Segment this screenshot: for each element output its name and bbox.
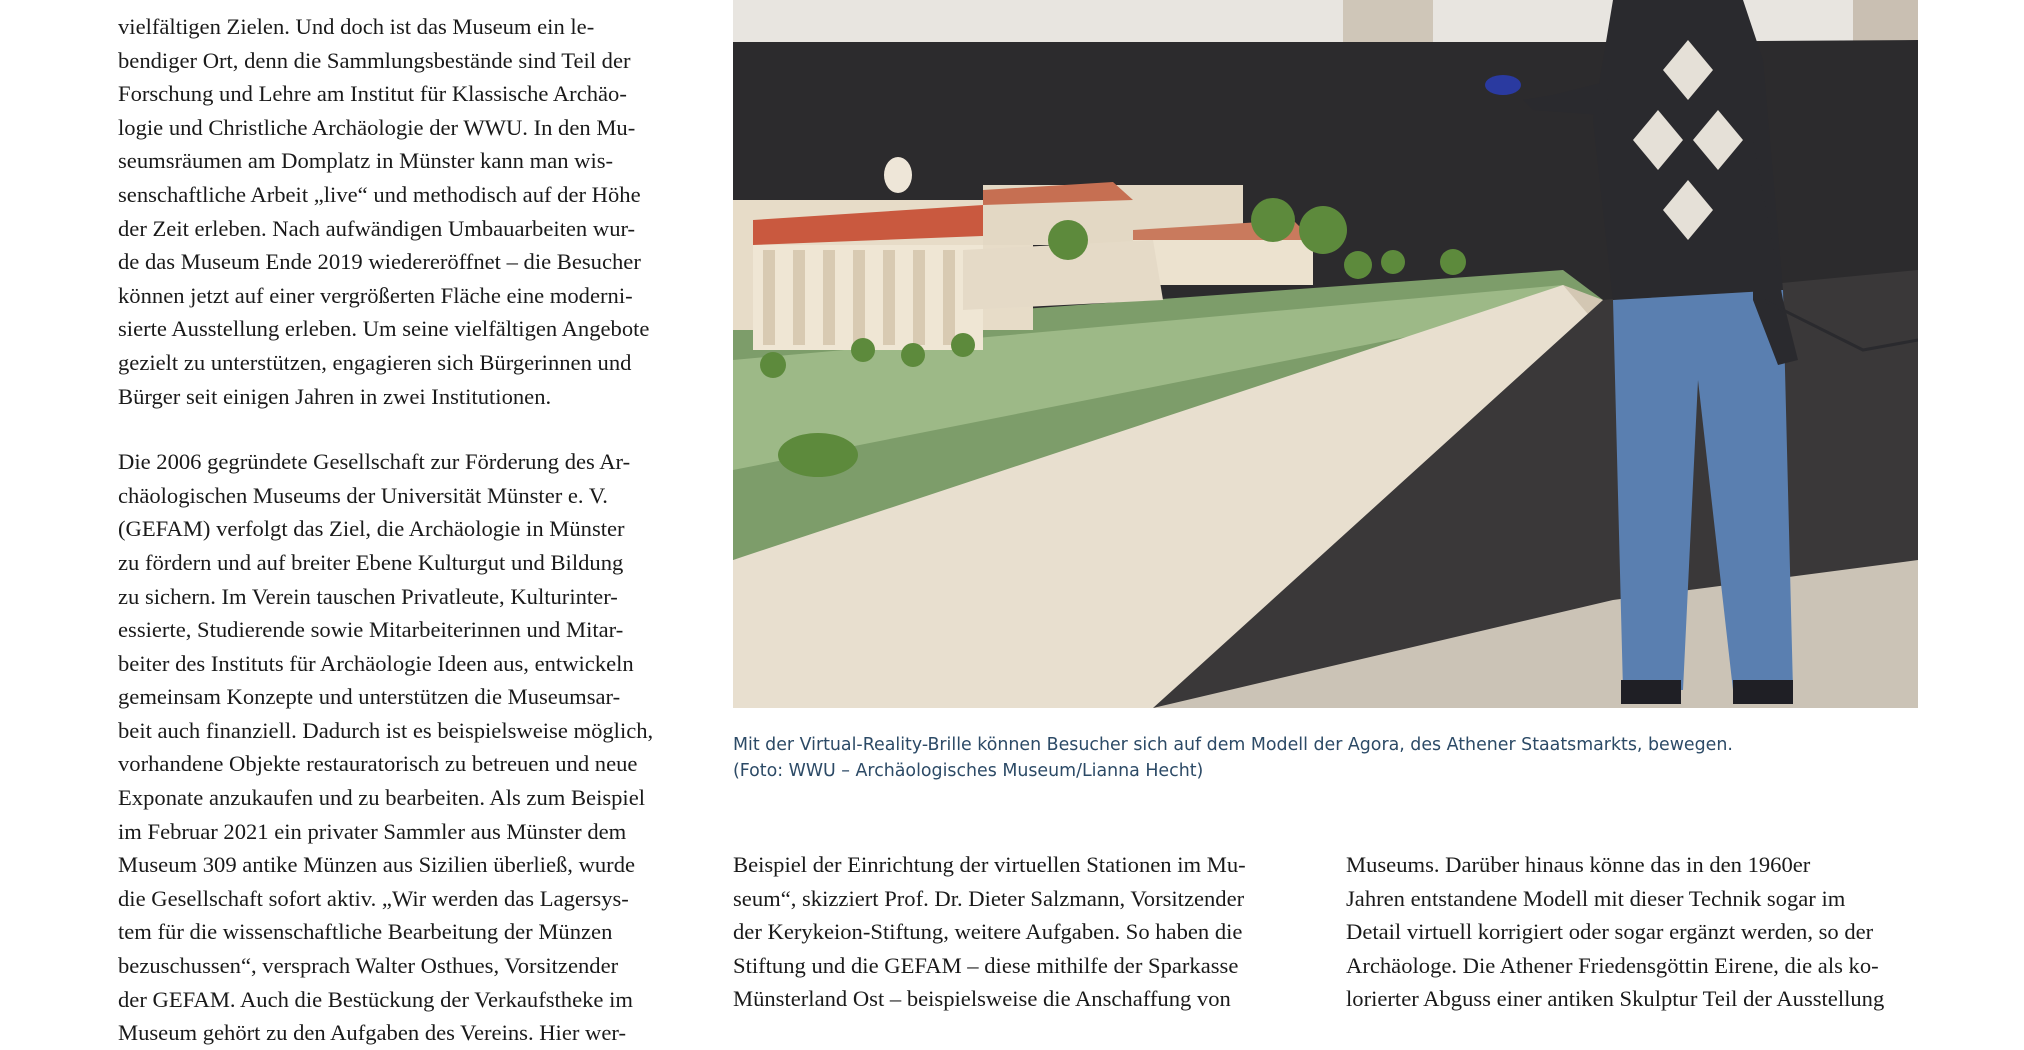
text-line: essierte, Studierende sowie Mitarbeiterinnen und Mitar- xyxy=(118,617,624,643)
text-line: können jetzt auf einer vergrößerten Fläche eine moderni- xyxy=(118,282,633,308)
text-line: lorierter Abguss einer antiken Skulptur Teil der Ausstellung xyxy=(1346,986,1885,1012)
text-line: Detail virtuell korrigiert oder sogar ergänzt werden, so der xyxy=(1346,919,1874,945)
text-line: gemeinsam Konzepte und unterstützen die Museumsar- xyxy=(118,684,621,710)
paragraph-2 xyxy=(118,445,689,1050)
museum-photo xyxy=(733,0,1918,708)
text-line: seum“, skizziert Prof. Dr. Dieter Salzmann, Vorsitzender xyxy=(733,885,1245,911)
right-text-column xyxy=(1346,848,1918,1016)
text-line: die Gesellschaft sofort aktiv. „Wir werden das Lagersys- xyxy=(118,885,629,911)
text-line: beiter des Instituts für Archäologie Ideen aus, entwickeln xyxy=(118,650,634,676)
paragraph-1 xyxy=(118,10,689,413)
text-line: sierte Ausstellung erleben. Um seine vielfältigen Angebote xyxy=(118,316,650,342)
text-line: Beispiel der Einrichtung der virtuellen Stationen im Mu- xyxy=(733,852,1246,877)
text-line: tem für die wissenschaftliche Bearbeitung der Münzen xyxy=(118,919,613,945)
text-line: bezuschussen“, versprach Walter Osthues, Vorsitzender xyxy=(118,953,619,979)
caption-line: Mit der Virtual-Reality-Brille können Besucher sich auf dem Modell der Agora, des Athener Staatsmarkts, bewegen. xyxy=(733,735,1733,755)
text-line: Museums. Darüber hinaus könne das in den 1960er xyxy=(1346,852,1811,877)
photo-caption xyxy=(733,733,1918,784)
text-line: der Kerykeion-Stiftung, weitere Aufgaben. So haben die xyxy=(733,919,1243,945)
text-line: Museum gehört zu den Aufgaben des Vereins. Hier wer- xyxy=(118,1020,626,1046)
text-line: Exponate anzukaufen und zu bearbeiten. Als zum Beispiel xyxy=(118,785,646,811)
middle-text-column xyxy=(733,848,1305,1016)
paragraph-gap xyxy=(118,413,689,445)
text-line: chäologischen Museums der Universität Münster e. V. xyxy=(118,482,608,508)
caption-credit: (Foto: WWU – Archäologisches Museum/Lianna Hecht) xyxy=(733,760,1204,781)
text-line: zu sichern. Im Verein tauschen Privatleute, Kulturinter- xyxy=(118,583,618,609)
text-line: im Februar 2021 ein privater Sammler aus Münster dem xyxy=(118,818,627,844)
text-line: Die 2006 gegründete Gesellschaft zur Förderung des Ar- xyxy=(118,449,631,475)
text-line: de das Museum Ende 2019 wiedereröffnet – die Besucher xyxy=(118,249,641,275)
text-line: Münsterland Ost – beispielsweise die Anschaffung von xyxy=(733,986,1231,1012)
text-line: Museum 309 antike Münzen aus Sizilien überließ, wurde xyxy=(118,852,636,878)
text-line: logie und Christliche Archäologie der WWU. In den Mu- xyxy=(118,114,636,140)
text-line: beit auch finanziell. Dadurch ist es beispielsweise möglich, xyxy=(118,717,654,743)
text-line: Forschung und Lehre am Institut für Klassische Archäo- xyxy=(118,81,627,107)
text-line: Archäologe. Die Athener Friedensgöttin Eirene, die als ko- xyxy=(1346,952,1879,978)
text-line: der Zeit erleben. Nach aufwändigen Umbauarbeiten wur- xyxy=(118,215,636,241)
left-text-column xyxy=(118,10,689,1050)
text-line: vielfältigen Zielen. Und doch ist das Museum ein le- xyxy=(118,14,595,39)
text-line: senschaftliche Arbeit „live“ und methodisch auf der Höhe xyxy=(118,181,641,207)
text-line: bendiger Ort, denn die Sammlungsbestände sind Teil der xyxy=(118,47,631,73)
agora-model-photo-illustration xyxy=(733,0,1918,708)
text-line: Bürger seit einigen Jahren in zwei Institutionen. xyxy=(118,383,552,409)
text-line: der GEFAM. Auch die Bestückung der Verkaufstheke im xyxy=(118,986,633,1012)
text-line: vorhandene Objekte restauratorisch zu betreuen und neue xyxy=(118,751,638,777)
text-line: Stiftung und die GEFAM – diese mithilfe der Sparkasse xyxy=(733,952,1239,978)
text-line: seumsräumen am Domplatz in Münster kann man wis- xyxy=(118,148,614,174)
text-line: zu fördern und auf breiter Ebene Kulturgut und Bildung xyxy=(118,549,624,575)
text-line: Jahren entstandene Modell mit dieser Technik sogar im xyxy=(1346,885,1846,911)
text-line: gezielt zu unterstützen, engagieren sich Bürgerinnen und xyxy=(118,349,632,375)
text-line: (GEFAM) verfolgt das Ziel, die Archäologie in Münster xyxy=(118,516,625,542)
